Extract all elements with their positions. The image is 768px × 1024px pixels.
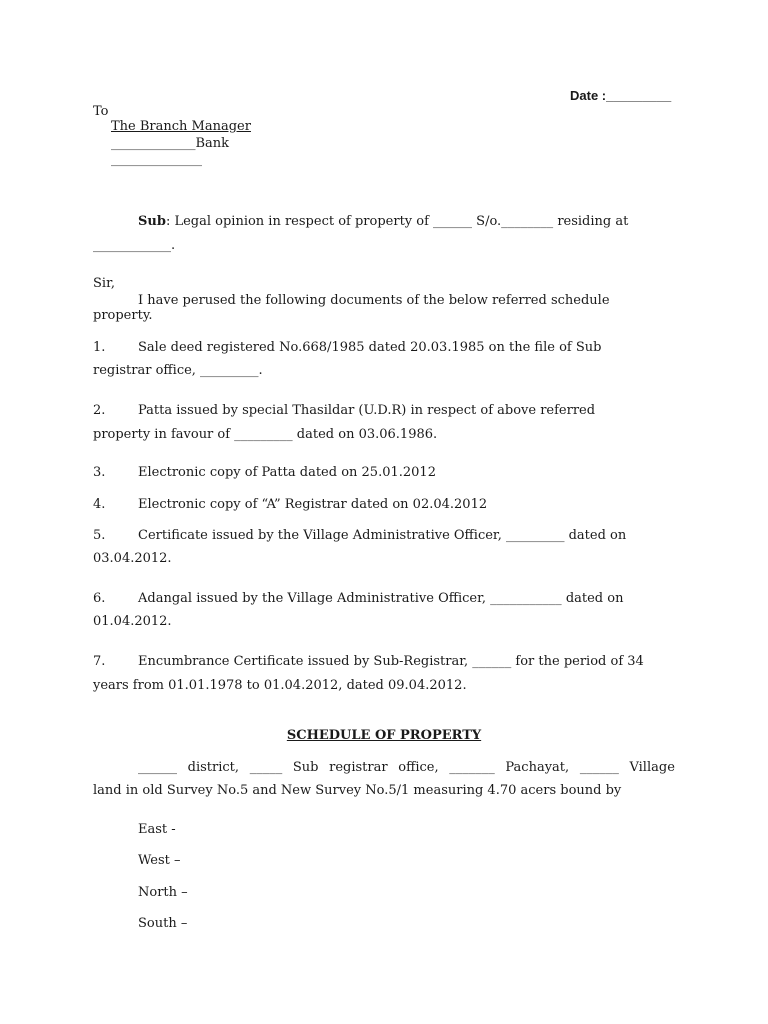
doc-6-continuation: 01.04.2012. <box>93 614 172 629</box>
doc-2-continuation: property in favour of _________ dated on 03.06.1986. <box>93 427 438 442</box>
schedule-word: registrar <box>329 760 388 775</box>
doc-6-number: 6. <box>93 591 106 606</box>
date-field: Date :_________ <box>570 88 672 103</box>
doc-7-continuation: years from 01.01.1978 to 01.04.2012, dated 09.04.2012. <box>93 678 467 693</box>
doc-4-number: 4. <box>93 497 106 512</box>
doc-6-text: Adangal issued by the Village Administrative Officer, ___________ dated on <box>138 591 624 606</box>
to-label: To <box>93 104 109 119</box>
schedule-word: Pachayat, <box>505 760 570 775</box>
intro-line-1: I have perused the following documents of the below referred schedule <box>138 293 610 308</box>
schedule-title: SCHEDULE OF PROPERTY <box>286 728 482 743</box>
schedule-line-2: land in old Survey No.5 and New Survey No.5/1 measuring 4.70 acers bound by <box>93 783 622 798</box>
doc-5-text: Certificate issued by the Village Administrative Officer, _________ dated on <box>138 528 627 543</box>
doc-2-text: Patta issued by special Thasildar (U.D.R) in respect of above referred <box>138 403 596 418</box>
doc-3-number: 3. <box>93 465 106 480</box>
schedule-word: ______ <box>579 760 619 775</box>
doc-2-number: 2. <box>93 403 106 418</box>
schedule-word: Village <box>629 760 675 775</box>
doc-3-text: Electronic copy of Patta dated on 25.01.2012 <box>138 465 436 480</box>
address-blank: ______________ <box>111 152 202 167</box>
schedule-word: district, <box>187 760 240 775</box>
bound-west: West – <box>138 853 181 868</box>
schedule-line-1 <box>138 760 675 775</box>
schedule-word: Sub <box>292 760 319 775</box>
bound-east: East - <box>138 822 176 837</box>
bound-south: South – <box>138 916 188 931</box>
subject-text: : Legal opinion in respect of property of ______ S/o.________ residing at <box>165 214 629 229</box>
doc-5-continuation: 03.04.2012. <box>93 551 172 566</box>
subject-continuation: ____________. <box>93 238 176 253</box>
intro-line-2: property. <box>93 308 153 323</box>
schedule-word: office, <box>398 760 439 775</box>
doc-7-text: Encumbrance Certificate issued by Sub-Registrar, ______ for the period of 34 <box>138 654 644 669</box>
bound-north: North – <box>138 885 188 900</box>
doc-5-number: 5. <box>93 528 106 543</box>
schedule-word: _______ <box>449 760 495 775</box>
doc-1-continuation: registrar office, _________. <box>93 363 263 378</box>
subject-label: Sub <box>138 214 166 229</box>
doc-7-number: 7. <box>93 654 106 669</box>
subject-line <box>138 214 628 229</box>
doc-4-text: Electronic copy of “A” Registrar dated on 02.04.2012 <box>138 497 488 512</box>
schedule-word: ______ <box>138 760 177 775</box>
schedule-word: _____ <box>249 760 283 775</box>
addressee-title: The Branch Manager <box>111 119 251 134</box>
doc-1-number: 1. <box>93 340 106 355</box>
salutation: Sir, <box>93 276 115 291</box>
doc-1-text: Sale deed registered No.668/1985 dated 20.03.1985 on the file of Sub <box>138 340 602 355</box>
bank-name-blank: _____________Bank <box>111 136 230 151</box>
